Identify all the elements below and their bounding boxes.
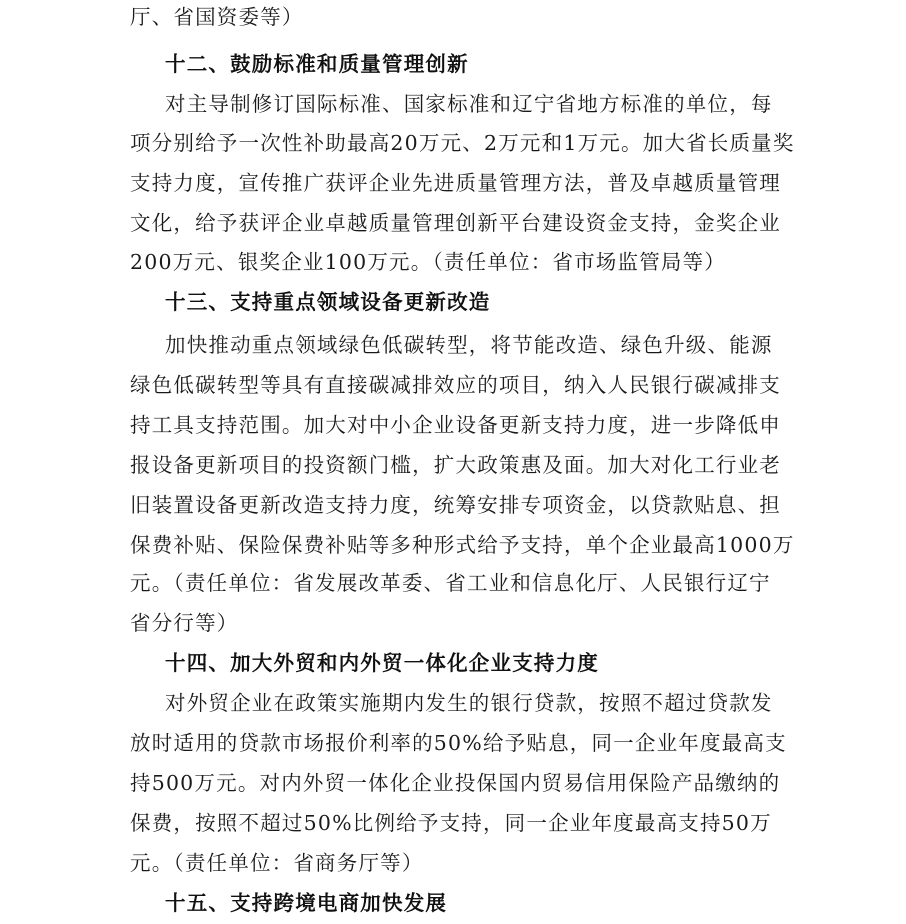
body-text-line: 放时适用的贷款市场报价利率的50%给予贴息，同一企业年度最高支 (130, 731, 787, 755)
body-text-line: 项分别给予一次性补助最高20万元、2万元和1万元。加大省长质量奖 (130, 131, 795, 155)
section-heading-13: 十三、支持重点领域设备更新改造 (165, 290, 491, 314)
body-text-line: 持工具支持范围。加大对中小企业设备更新支持力度，进一步降低申 (130, 413, 781, 437)
body-text-line: 文化，给予获评企业卓越质量管理创新平台建设资金支持，金奖企业 (130, 211, 781, 235)
section-heading-14: 十四、加大外贸和内外贸一体化企业支持力度 (165, 651, 599, 675)
body-text-line: 厅、省国资委等） (130, 5, 304, 29)
body-text-line: 元。（责任单位：省发展改革委、省工业和信息化厅、人民银行辽宁 (130, 571, 771, 595)
body-text-line: 旧装置设备更新改造支持力度，统筹安排专项资金，以贷款贴息、担 (130, 493, 781, 517)
body-text-line: 持500万元。对内外贸一体化企业投保国内贸易信用保险产品缴纳的 (130, 771, 781, 795)
body-text-line: 元。（责任单位：省商务厅等） (130, 851, 424, 875)
body-text-line: 保费，按照不超过50%比例给予支持，同一企业年度最高支持50万 (130, 811, 772, 835)
body-text-line: 200万元、银奖企业100万元。（责任单位：省市场监管局等） (130, 250, 727, 274)
body-text-line: 对外贸企业在政策实施期内发生的银行贷款，按照不超过贷款发 (165, 691, 773, 715)
section-heading-15: 十五、支持跨境电商加快发展 (165, 891, 448, 915)
body-text-line: 保费补贴、保险保费补贴等多种形式给予支持，单个企业最高1000万 (130, 533, 795, 557)
body-text-line: 绿色低碳转型等具有直接碳减排效应的项目，纳入人民银行碳减排支 (130, 373, 781, 397)
body-text-line: 对主导制修订国际标准、国家标准和辽宁省地方标准的单位，每 (165, 92, 773, 116)
body-text-line: 支持力度，宣传推广获评企业先进质量管理方法，普及卓越质量管理 (130, 171, 781, 195)
body-text-line: 省分行等） (130, 611, 239, 635)
body-text-line: 报设备更新项目的投资额门槛，扩大政策惠及面。加大对化工行业老 (130, 453, 781, 477)
section-heading-12: 十二、鼓励标准和质量管理创新 (165, 52, 469, 76)
body-text-line: 加快推动重点领域绿色低碳转型，将节能改造、绿色升级、能源 (165, 333, 773, 357)
